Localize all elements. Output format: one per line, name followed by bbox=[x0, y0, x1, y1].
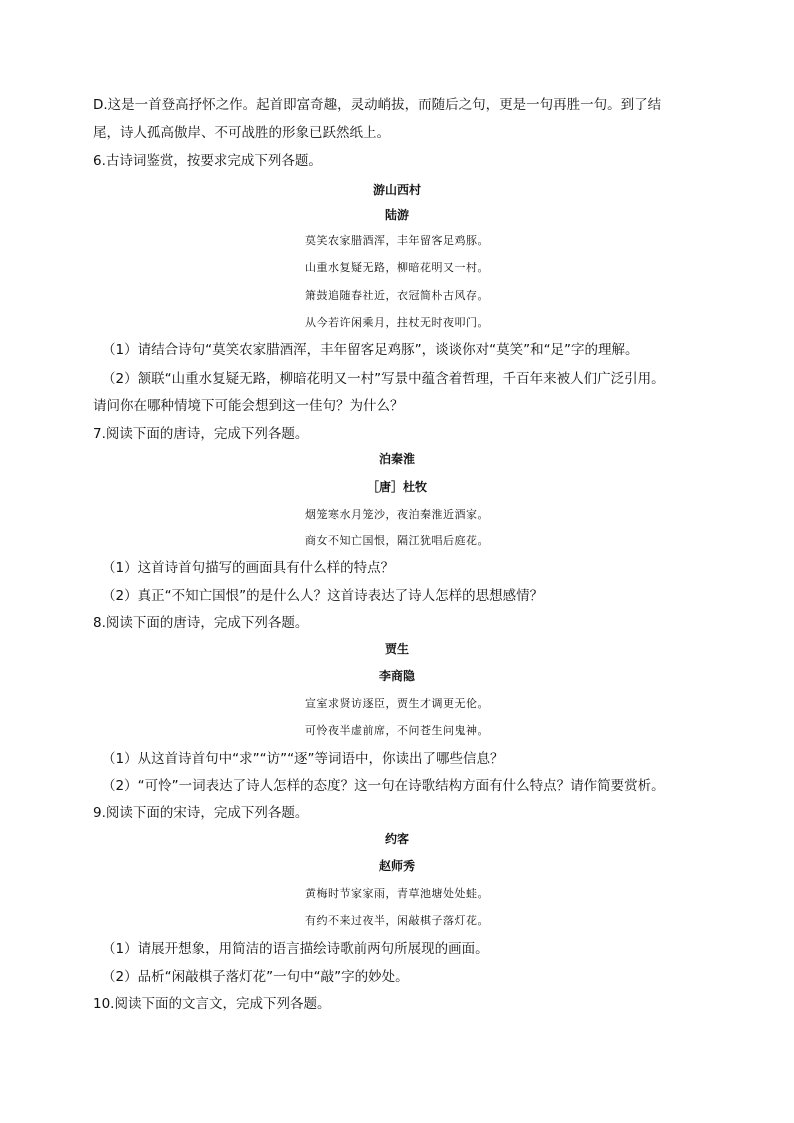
q6-sub-question-2-line2: 请问你在哪种情境下可能会想到这一佳句？为什么？ bbox=[93, 398, 404, 414]
q7-poem-author: ［唐］杜牧 bbox=[366, 480, 427, 494]
q6-verse-2: 山重水复疑无路，柳暗花明又一村。 bbox=[305, 261, 489, 274]
q8-poem-author: 李商隐 bbox=[378, 669, 415, 683]
q7-sub-question-2: （2）真正“不知亡国恨”的是什么人？这首诗表达了诗人怎样的思想感情？ bbox=[102, 588, 544, 604]
q9-verse-2: 有约不来过夜半，闲敲棋子落灯花。 bbox=[305, 914, 489, 927]
q6-sub-question-2-line1: （2）颔联“山重水复疑无路，柳暗花明又一村”写景中蕴含着哲理，千百年来被人们广泛引用。 bbox=[102, 371, 665, 387]
q7-verse-2: 商女不知亡国恨，隔江犹唱后庭花。 bbox=[305, 534, 489, 547]
q7-sub-question-1: （1）这首诗首句描写的画面具有什么样的特点？ bbox=[102, 560, 395, 576]
q6-verse-1: 莫笑农家腊酒浑，丰年留客足鸡豚。 bbox=[305, 234, 489, 247]
q7-poem-title: 泊秦淮 bbox=[378, 452, 415, 466]
q8-verse-1: 宣室求贤访逐臣，贾生才调更无伦。 bbox=[305, 697, 489, 710]
q9-poem-author: 赵师秀 bbox=[378, 859, 415, 873]
q5-option-d-line2: 尾，诗人孤高傲岸、不可战胜的形象已跃然纸上。 bbox=[93, 125, 390, 141]
q5-option-d-line1: D.这是一首登高抒怀之作。起首即富奇趣，灵动峭拔，而随后之句，更是一句再胜一句。到了结 bbox=[93, 97, 662, 113]
q8-sub-question-1: （1）从这首诗首句中“求”“访”“逐”等词语中，你读出了哪些信息？ bbox=[102, 751, 504, 767]
q8-sub-question-2: （2）“可怜”一词表达了诗人怎样的态度？这一句在诗歌结构方面有什么特点？请作简要赏析。 bbox=[102, 778, 665, 794]
q9-verse-1: 黄梅时节家家雨，青草池塘处处蛙。 bbox=[305, 887, 489, 900]
q9-prompt: 9.阅读下面的宋诗，完成下列各题。 bbox=[93, 805, 309, 821]
q7-verse-1: 烟笼寒水月笼沙，夜泊秦淮近酒家。 bbox=[305, 508, 489, 521]
q6-verse-3: 箫鼓追随春社近，衣冠简朴古风存。 bbox=[305, 289, 489, 302]
q9-sub-question-1: （1）请展开想象，用简洁的语言描绘诗歌前两句所展现的画面。 bbox=[102, 941, 489, 957]
q8-poem-title: 贾生 bbox=[384, 642, 409, 656]
q8-prompt: 8.阅读下面的唐诗，完成下列各题。 bbox=[93, 615, 309, 631]
q6-prompt: 6.古诗词鉴赏，按要求完成下列各题。 bbox=[93, 153, 322, 169]
q6-sub-question-1: （1）请结合诗句“莫笑农家腊酒浑，丰年留客足鸡豚”，谈谈你对“莫笑”和“足”字的理解。 bbox=[102, 342, 639, 358]
q10-prompt: 10.阅读下面的文言文，完成下列各题。 bbox=[93, 996, 331, 1012]
q6-poem-author: 陆游 bbox=[384, 208, 409, 222]
q6-poem-title: 游山西村 bbox=[372, 183, 421, 197]
q8-verse-2: 可怜夜半虚前席，不问苍生问鬼神。 bbox=[305, 724, 489, 737]
q6-verse-4: 从今若许闲乘月，拄杖无时夜叩门。 bbox=[305, 316, 489, 329]
q9-poem-title: 约客 bbox=[384, 832, 409, 846]
q7-prompt: 7.阅读下面的唐诗，完成下列各题。 bbox=[93, 426, 309, 442]
q9-sub-question-2: （2）品析“闲敲棋子落灯花”一句中“敲”字的妙处。 bbox=[102, 969, 409, 985]
